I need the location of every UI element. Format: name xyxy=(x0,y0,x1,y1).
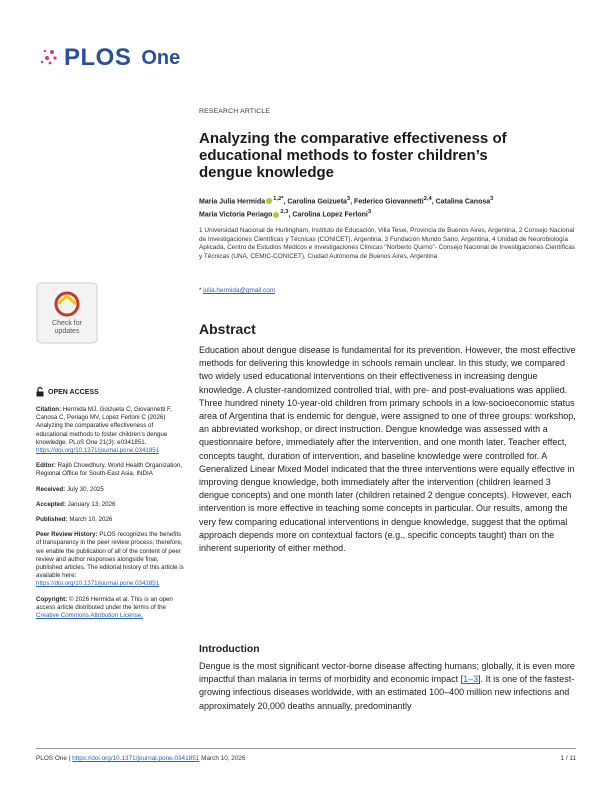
check-line1: Check for xyxy=(52,320,82,327)
article-title: Analyzing the comparative effectiveness of educational methods to foster children’s dengue knowledge xyxy=(199,130,507,181)
footer-date: March 10, 2026 xyxy=(199,755,246,762)
peer-review-link[interactable]: https://doi.org/10.1371/journal.pone.0341851 xyxy=(36,580,160,588)
copyright: Copyright: © 2026 Hermida et al. This is an open access article distributed under the terms of the Creative Commons Attribution License, xyxy=(36,595,173,620)
open-access-label xyxy=(36,387,99,397)
published: Published: March 10, 2026 xyxy=(36,516,113,524)
open-access-text: OPEN ACCESS xyxy=(48,388,99,396)
accepted: Accepted: January 13, 2026 xyxy=(36,500,116,508)
abstract-heading: Abstract xyxy=(199,321,256,337)
editor: Editor: Rajib Chowdhury, World Health Organization, Regional Office for South-East Asia, INDIA xyxy=(36,462,182,478)
received: Received: July 30, 2025 xyxy=(36,485,104,493)
citation-link[interactable]: https://doi.org/10.1371/journal.pone.0341851 xyxy=(36,447,160,455)
affiliations: 1 Universidad Nacional de Hurlingham, Instituto de Educación, Villa Tesei, Provincia de Buenos Aires, Argentina, 2 Consejo Nacional de Investigaciones Científicas y Técnicas (CONICET), Argentina, 3 Fundación Mundo Sano, Argentina, 4 Unidad de Neurobiología Aplicada, Centro de Estudios Médicos e Investigaciones Clínicas "Norberto Quirno"- Consejo Nacional de Investigaciones Científicas y Técnicas (UNA, CEMIC-CONICET), Ciudad Autónoma de Buenos Aires, Argentina xyxy=(199,227,576,260)
unlock-icon xyxy=(36,387,44,397)
license-link[interactable]: Creative Commons Attribution License, xyxy=(36,612,143,620)
peer-review-history: Peer Review History: PLOS recognizes the benefits of transparency in the peer review process; therefore, we enable the publication of all of the content of peer review and author responses alongside final, published articles. The editorial history of this article is available here: https://doi.org/10.1371/journal.pone.0341851 xyxy=(36,531,184,588)
citation: Citation: Hermida MJ, Goizueta C, Giovannetti F, Canosa C, Periago MV, Lopez Ferloni C (2026) Analyzing the comparative effectiveness of educational methods to foster children’s dengue knowledge. PLoS One 21(3): e0341851. https://doi.org/10.1371/journal.pone.0341851 xyxy=(36,406,172,455)
introduction-heading: Introduction xyxy=(199,644,260,655)
reference-link[interactable]: 1–3 xyxy=(463,674,479,685)
orcid-icon[interactable] xyxy=(266,198,272,204)
page-footer xyxy=(36,748,576,762)
footer-journal: PLOS One | xyxy=(36,755,73,762)
abstract-text: Education about dengue disease is fundamental for its prevention. However, the most effective methods for delivering this knowledge in schools remain unclear. In this study, we compared two widely used educational interventions on their effectiveness in increasing dengue knowledge. A cluster-randomized controlled trial, with pre- and post-evaluations was applied. Three hundred ninety 10-year-old children from primary schools in a low-socioeconomic status area of Argentina that is endemic for dengue, were assigned to one of three groups: workshop, an abbreviated workshop, or direct instruction. Dengue knowledge was assessed with a questionnaire before, immediately after the intervention, and one month later. Teacher effect, concepts taught, duration of intervention, and baseline knowledge were controlled for. A Generalized Linear Mixed Model indicated that the three interventions were equally effective in improving dengue knowledge, both immediately after the intervention (children learned 3 dengue concepts) and one month later (children retained 2 dengue concepts). However, each intervention is more effective in teaching some concepts in particular. Our results, among the very few comparing educational interventions in dengue knowledge, suggest that the optimal approach depends more on contextual factors (e.g., specific concepts taught) than on the inherent superiority of either method. xyxy=(199,345,576,554)
footer-doi-link[interactable]: https://doi.org/10.1371/journal.pone.0341851 xyxy=(72,755,200,762)
page-number: 1 / 11 xyxy=(560,755,576,762)
check-for-updates-badge[interactable] xyxy=(36,282,98,344)
plos-mark-icon xyxy=(36,47,58,69)
corresponding-email: * julia.hermida@gmail.com xyxy=(199,287,276,294)
email-link[interactable]: julia.hermida@gmail.com xyxy=(203,287,276,294)
journal-name: PLOS xyxy=(64,44,132,71)
journal-sub: One xyxy=(141,46,181,69)
orcid-icon[interactable] xyxy=(273,212,279,218)
article-type: RESEARCH ARTICLE xyxy=(199,108,271,115)
author-list: Maria Julia Hermida $^{1,2*}$, Carolina Goizueta$^3$, Federico Giovannetti$^{2,4}$, Catalina Canosa$^3$ Maria Victoria Periago $^{2,3}$, Carolina Lopez Ferloni$^3$ xyxy=(199,196,494,219)
journal-logo xyxy=(36,44,180,72)
introduction-text: Dengue is the most significant vector-borne disease affecting humans; globally, it is even more impactful than malaria in terms of morbidity and economic impact [1–3]. It is one of the fastest-growing infectious diseases worldwide, with an estimated 100–400 million new infections and approximately 20,000 deaths annually, predominantly xyxy=(199,661,575,711)
check-line2: updates xyxy=(54,328,80,335)
article-sidebar xyxy=(36,406,186,627)
